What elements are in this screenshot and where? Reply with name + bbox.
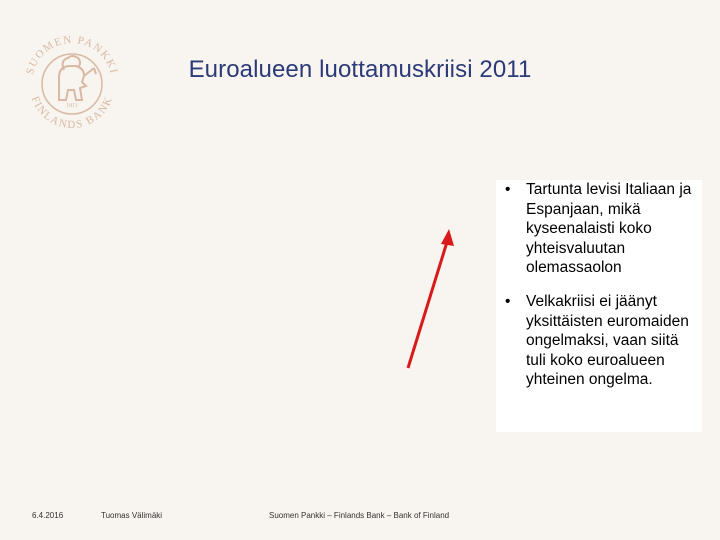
footer-author: Tuomas Välimäki <box>101 511 163 520</box>
bullet-textbox <box>496 180 702 432</box>
footer-date: 6.4.2016 <box>32 511 64 520</box>
logo-top-text: SUOMEN PANKKI <box>24 33 120 76</box>
footer-organization: Suomen Pankki – Finlands Bank – Bank of Finland <box>269 511 450 520</box>
slide-title: Euroalueen luottamuskriisi 2011 <box>188 56 532 83</box>
trend-arrow-head <box>441 229 454 246</box>
bullet-text: Tartunta levisi Italiaan ja Espanjaan, mikä kyseenalaisti koko yhteisvaluutan olemassaolon <box>526 181 692 277</box>
logo-year: 1811 <box>66 103 78 109</box>
bullet-marker: • <box>505 181 511 198</box>
logo-bottom-text: FINLANDS BANK <box>28 94 116 128</box>
bullet-marker: • <box>505 293 511 310</box>
trend-arrow-shaft <box>408 242 447 368</box>
svg-text:FINLANDS BANK <box>29 94 116 128</box>
bullet-text: Velkakriisi ei jäänyt yksittäisten euromaiden ongelmaksi, vaan siitä tuli koko euroalueen yhteinen ongelma. <box>526 293 689 389</box>
